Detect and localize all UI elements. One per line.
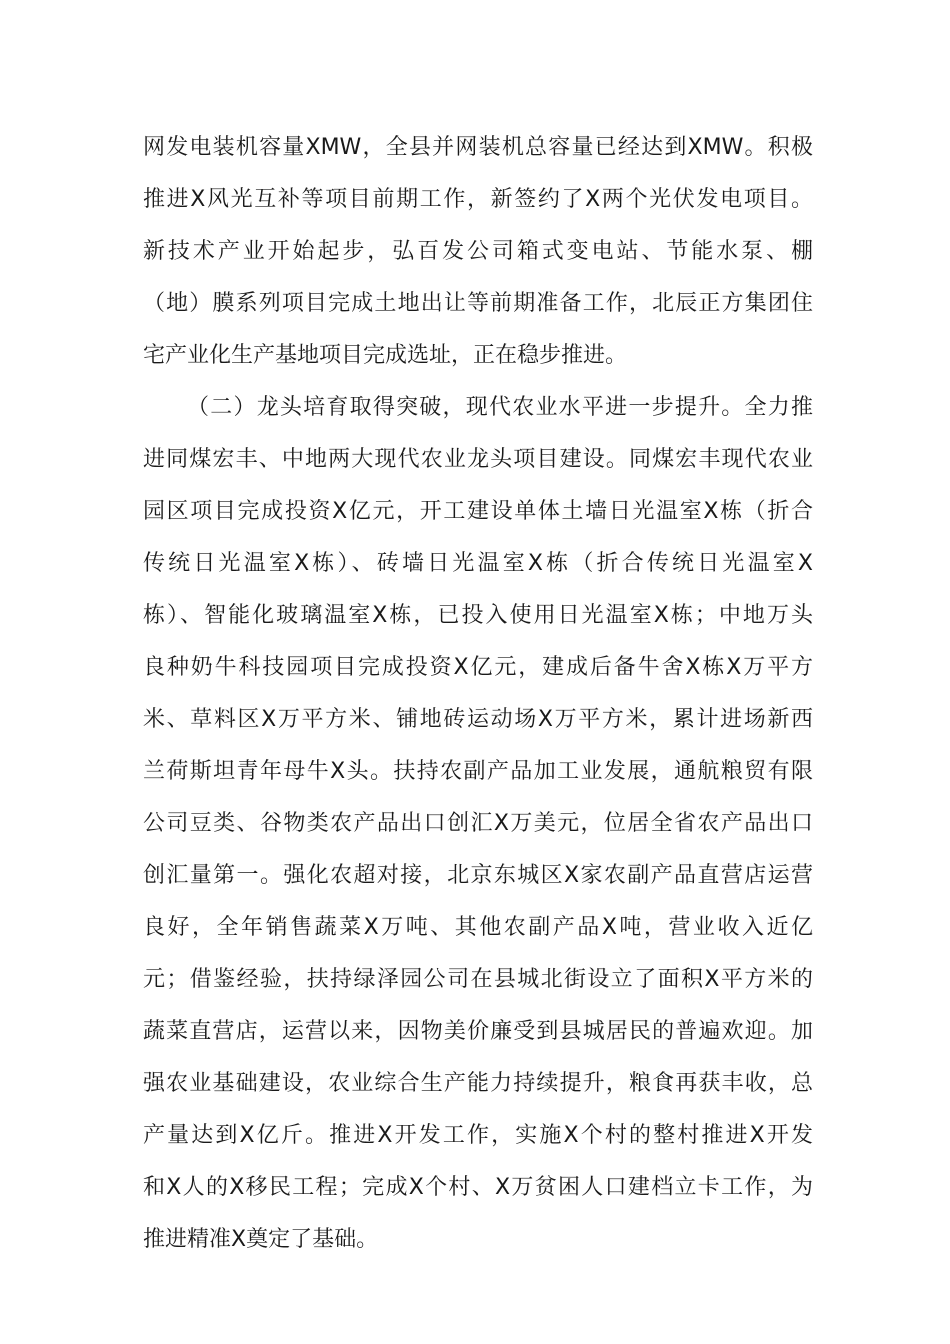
text-line: 进同煤宏丰、中地两大现代农业龙头项目建设。同煤宏丰现代农业 xyxy=(143,447,813,472)
text-line: 元；借鉴经验，扶持绿泽园公司在县城北街设立了面积X平方米的 xyxy=(143,967,813,992)
text-line: 栋）、智能化玻璃温室X栋，已投入使用日光温室X栋；中地万头 xyxy=(143,603,813,628)
text-line: 推进精准X奠定了基础。 xyxy=(143,1227,379,1252)
paragraph-continuation xyxy=(143,122,813,382)
text-line: 强农业基础建设，农业综合生产能力持续提升，粮食再获丰收，总 xyxy=(143,1071,813,1096)
text-line: 传统日光温室X栋）、砖墙日光温室X栋（折合传统日光温室X xyxy=(143,551,813,576)
text-line: 园区项目完成投资X亿元，开工建设单体土墙日光温室X栋（折合 xyxy=(143,499,813,524)
text-line: 网发电装机容量XMW，全县并网装机总容量已经达到XMW。积极 xyxy=(143,135,813,160)
text-line: （地）膜系列项目完成土地出让等前期准备工作，北辰正方集团住 xyxy=(143,291,813,316)
text-line: 良好，全年销售蔬菜X万吨、其他农副产品X吨，营业收入近亿 xyxy=(143,915,813,940)
text-line: 和X人的X移民工程；完成X个村、X万贫困人口建档立卡工作，为 xyxy=(143,1175,813,1200)
text-line: 产量达到X亿斤。推进X开发工作，实施X个村的整村推进X开发 xyxy=(143,1123,813,1148)
text-line: 公司豆类、谷物类农产品出口创汇X万美元，位居全省农产品出口 xyxy=(143,811,813,836)
text-line: 推进X风光互补等项目前期工作，新签约了X两个光伏发电项目。 xyxy=(143,187,813,212)
text-line: 良种奶牛科技园项目完成投资X亿元，建成后备牛舍X栋X万平方 xyxy=(143,655,813,680)
text-line: 宅产业化生产基地项目完成选址，正在稳步推进。 xyxy=(143,343,628,368)
text-line: 兰荷斯坦青年母牛X头。扶持农副产品加工业发展，通航粮贸有限 xyxy=(143,759,813,784)
text-line: 蔬菜直营店，运营以来，因物美价廉受到县城居民的普遍欢迎。加 xyxy=(143,1019,813,1044)
paragraph-section-two xyxy=(143,382,813,1266)
text-line: 创汇量第一。强化农超对接，北京东城区X家农副产品直营店运营 xyxy=(143,863,813,888)
text-line: 米、草料区X万平方米、铺地砖运动场X万平方米，累计进场新西 xyxy=(143,707,813,732)
section-heading-line: （二）龙头培育取得突破，现代农业水平进一步提升。全力推 xyxy=(187,395,813,420)
text-line: 新技术产业开始起步，弘百发公司箱式变电站、节能水泵、棚 xyxy=(143,239,813,264)
